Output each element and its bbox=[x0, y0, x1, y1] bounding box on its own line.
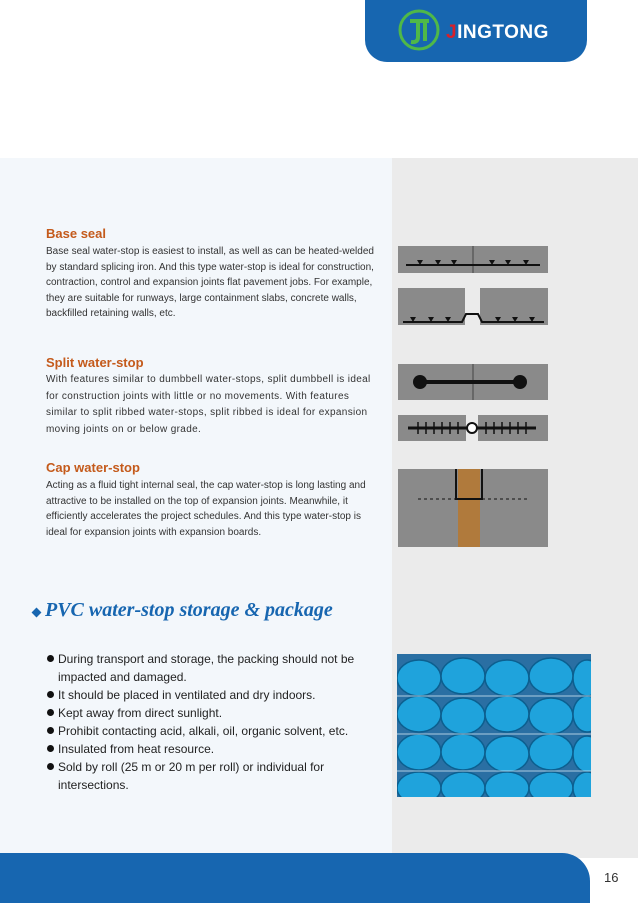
list-item: It should be placed in ventilated and dry indoors. bbox=[47, 686, 387, 704]
list-item: During transport and storage, the packing should not be impacted and damaged. bbox=[47, 650, 387, 686]
footer-bar bbox=[0, 853, 590, 903]
list-item: Kept away from direct sunlight. bbox=[47, 704, 387, 722]
section-title-cap-water-stop: Cap water-stop bbox=[46, 460, 140, 475]
section-title-base-seal: Base seal bbox=[46, 226, 106, 241]
bullet-dot-icon bbox=[47, 655, 54, 662]
bullet-dot-icon bbox=[47, 745, 54, 752]
brand-initial: J bbox=[446, 22, 458, 43]
list-item: Insulated from heat resource. bbox=[47, 740, 387, 758]
split-water-stop-diagram bbox=[398, 364, 548, 442]
base-seal-diagram bbox=[398, 246, 548, 326]
brand-logo-icon bbox=[398, 9, 440, 51]
package-section-title: PVC water-stop storage & package bbox=[45, 599, 333, 621]
bullet-dot-icon bbox=[47, 763, 54, 770]
page-number: 16 bbox=[604, 870, 619, 885]
section-title-split-water-stop: Split water-stop bbox=[46, 355, 144, 370]
brand-name-rest: INGTONG bbox=[457, 22, 549, 43]
section-body-cap-water-stop: Acting as a fluid tight internal seal, the cap water-stop is long lasting and attractive to be installed on the top of expansion joints. Meanwhile, it efficiently accelerates the project schedules. And this type water-stop is ideal for expansion joints with expansion boards. bbox=[46, 480, 366, 538]
bullet-dot-icon bbox=[47, 727, 54, 734]
list-item: Prohibit contacting acid, alkali, oil, organic solvent, etc. bbox=[47, 722, 387, 740]
bullet-dot-icon bbox=[47, 709, 54, 716]
section-body-base-seal: Base seal water-stop is easiest to install, as well as can be heated-welded by standard splicing iron. And this type water-stop is ideal for construction, contraction, control and expansion joints flat pavement jobs. For example, they are suitable for runways, large containment slabs, concrete walls, backfilled retaining walls, etc. bbox=[46, 246, 374, 319]
list-item: Sold by roll (25 m or 20 m per roll) or individual for intersections. bbox=[47, 758, 387, 794]
section-body-split-water-stop: With features similar to dumbbell water-stops, split dumbbell is ideal for construction joints with little or no movements. With features similar to split ribbed water-stops, split ribbed is ideal for expansion moving joints on or below grade. bbox=[46, 374, 371, 435]
cap-water-stop-diagram bbox=[398, 469, 548, 547]
bullet-dot-icon bbox=[47, 691, 54, 698]
water-stop-rolls-photo bbox=[397, 654, 591, 797]
brand-name bbox=[446, 22, 549, 44]
package-bullet-list bbox=[47, 650, 387, 794]
